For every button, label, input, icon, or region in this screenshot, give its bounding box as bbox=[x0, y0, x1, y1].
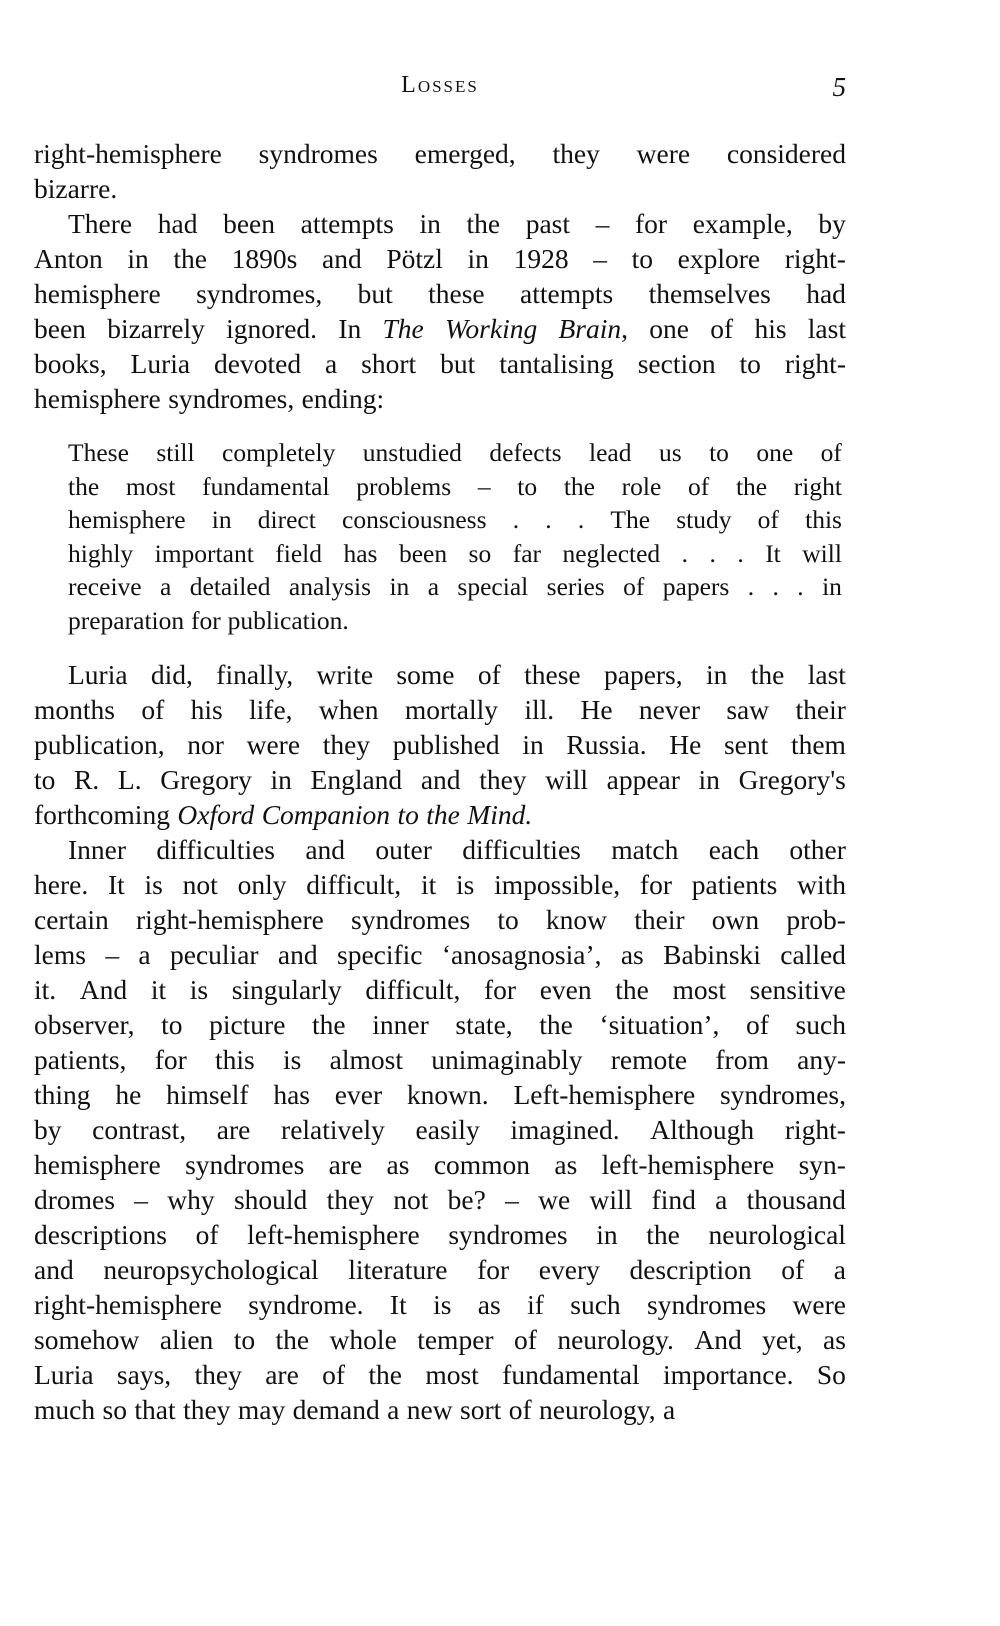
text-line: highly important field has been so far neglected . . . It will bbox=[68, 538, 842, 568]
text-line: hemisphere syndromes, ending: bbox=[34, 383, 385, 414]
text-line: forthcoming Oxford Companion to the Mind. bbox=[34, 799, 533, 830]
text-line: it. And it is singularly difficult, for even the most sensitive bbox=[34, 974, 846, 1005]
text-line: There had been attempts in the past – for example, by bbox=[68, 208, 846, 239]
text-line: bizarre. bbox=[34, 173, 118, 204]
text-line: right-hemisphere syndrome. It is as if such syndromes were bbox=[34, 1289, 846, 1320]
text-line: publication, nor were they published in Russia. He sent them bbox=[34, 729, 846, 760]
paragraph bbox=[34, 657, 846, 832]
text-line: observer, to picture the inner state, the ‘situation’, of such bbox=[34, 1009, 846, 1040]
text-line: and neuropsychological literature for every description of a bbox=[34, 1254, 846, 1285]
text-line: These still completely unstudied defects lead us to one of bbox=[68, 438, 842, 467]
text-line: lems – a peculiar and specific ‘anosagnosia’, as Babinski called bbox=[34, 939, 846, 970]
text-line: Luria did, finally, write some of these papers, in the last bbox=[68, 659, 846, 690]
text-line: Inner difficulties and outer difficulties match each other bbox=[68, 834, 846, 865]
text-line: descriptions of left-hemisphere syndromes in the neurological bbox=[34, 1219, 846, 1250]
text-line: hemisphere syndromes, but these attempts themselves had bbox=[34, 278, 846, 309]
text-line: here. It is not only difficult, it is impossible, for patients with bbox=[34, 869, 846, 900]
paragraph bbox=[34, 206, 846, 416]
running-head: Losses bbox=[401, 72, 479, 98]
text-line: preparation for publication. bbox=[68, 605, 349, 635]
text-line: hemisphere syndromes are as common as left-hemisphere syn- bbox=[34, 1149, 846, 1180]
page-number: 5 bbox=[832, 72, 846, 102]
text-line: much so that they may demand a new sort of neurology, a bbox=[34, 1394, 676, 1425]
page-body bbox=[34, 136, 846, 1427]
text-line: books, Luria devoted a short but tantalising section to right- bbox=[34, 348, 846, 379]
text-line: dromes – why should they not be? – we will find a thousand bbox=[34, 1184, 846, 1215]
text-line: receive a detailed analysis in a special series of papers . . . in bbox=[68, 572, 842, 601]
text-line: hemisphere in direct consciousness . . . The study of this bbox=[68, 505, 842, 534]
text-line: the most fundamental problems – to the role of the right bbox=[68, 471, 842, 501]
text-line: patients, for this is almost unimaginably remote from any- bbox=[34, 1044, 846, 1075]
text-line: been bizarrely ignored. In The Working Brain, one of his last bbox=[34, 313, 846, 344]
text-line: right-hemisphere syndromes emerged, they were considered bbox=[34, 138, 846, 169]
text-line: somehow alien to the whole temper of neurology. And yet, as bbox=[34, 1324, 846, 1355]
text-line: thing he himself has ever known. Left-hemisphere syndromes, bbox=[34, 1079, 846, 1110]
text-line: certain right-hemisphere syndromes to know their own prob- bbox=[34, 904, 846, 935]
text-line: by contrast, are relatively easily imagined. Although right- bbox=[34, 1114, 846, 1145]
page-header bbox=[34, 72, 846, 112]
text-line: to R. L. Gregory in England and they will appear in Gregory's bbox=[34, 764, 846, 795]
paragraph bbox=[34, 136, 846, 206]
text-line: months of his life, when mortally ill. He never saw their bbox=[34, 694, 846, 725]
paragraph bbox=[34, 832, 846, 1427]
block-quote bbox=[34, 436, 842, 637]
text-line: Luria says, they are of the most fundamental importance. So bbox=[34, 1359, 846, 1390]
text-line: Anton in the 1890s and Pötzl in 1928 – to explore right- bbox=[34, 243, 846, 274]
